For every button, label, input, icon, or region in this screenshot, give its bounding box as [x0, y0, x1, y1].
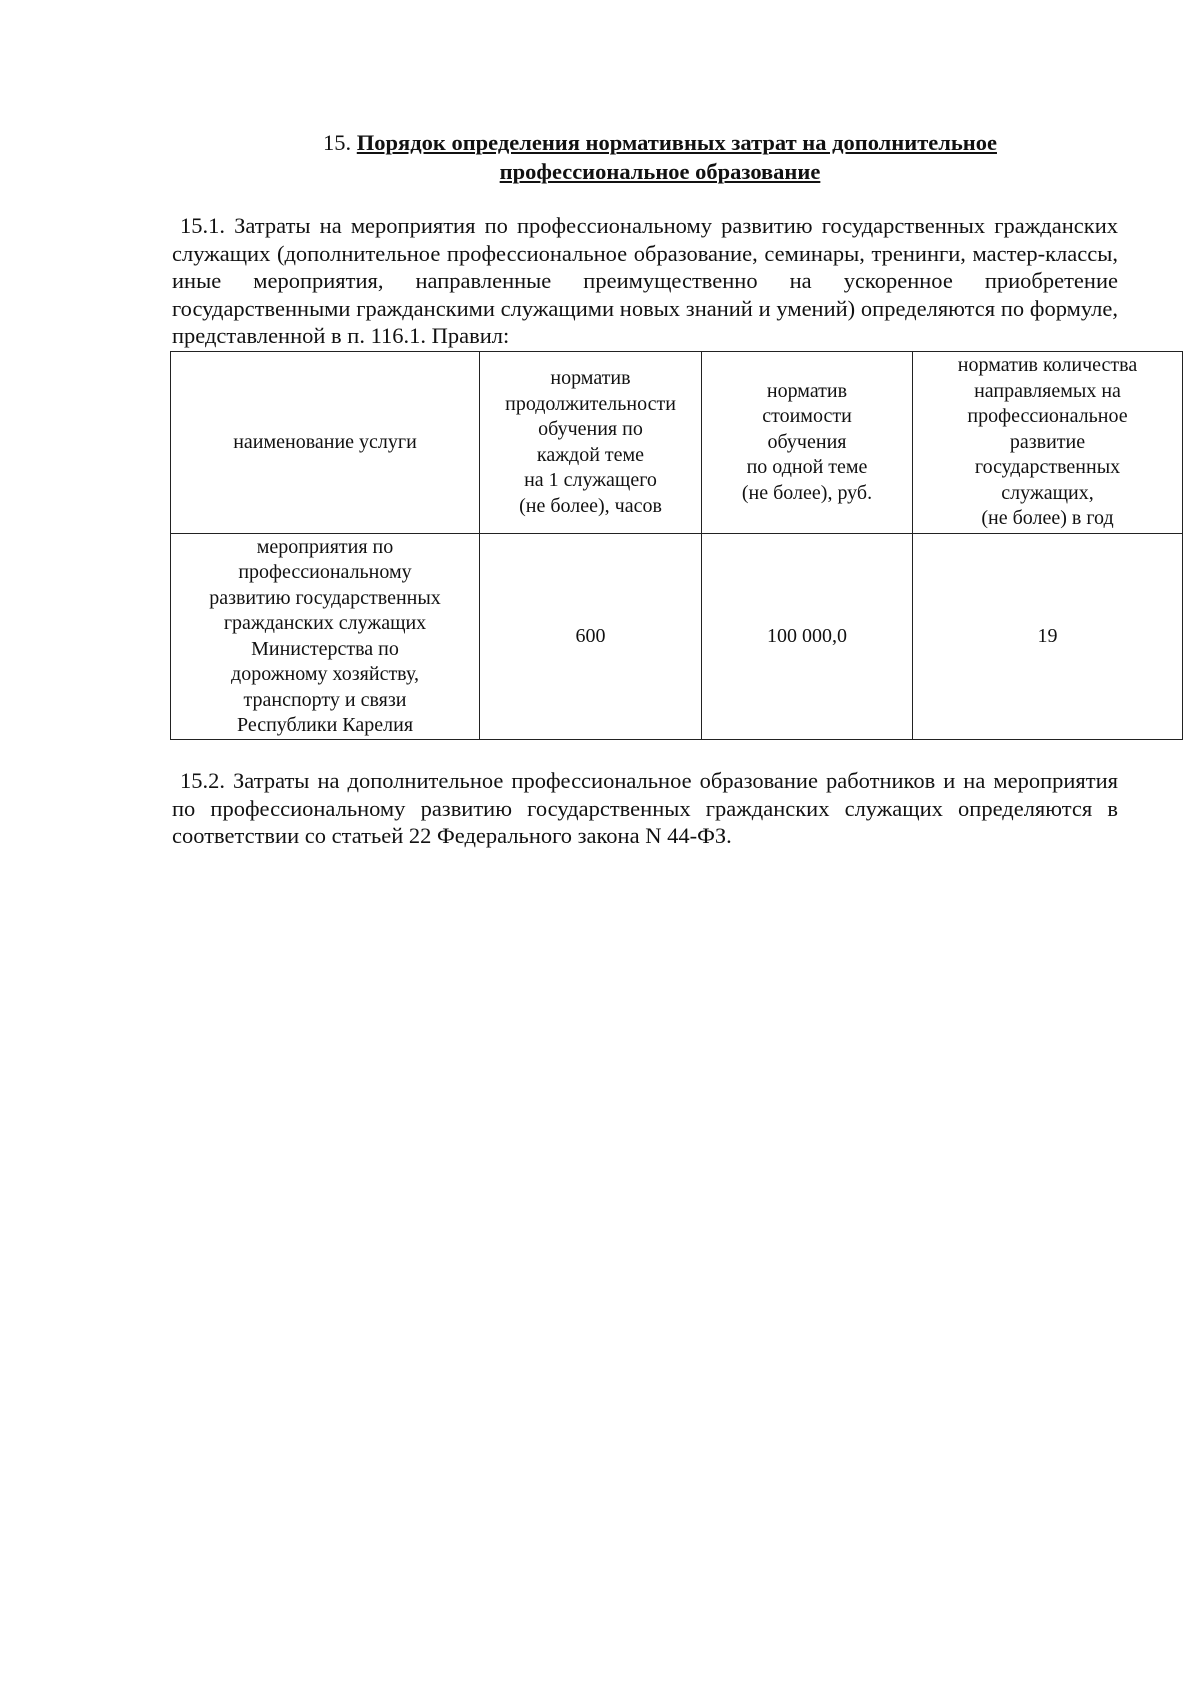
section-number: 15. [323, 130, 352, 155]
section-heading [175, 128, 1145, 186]
cell-duration: 600 [480, 534, 702, 740]
section-title-line-2: профессиональное образование [499, 159, 821, 184]
table-header-row [171, 352, 1183, 534]
header-quantity-norm: норматив количества направляемых на профессиональное развитие государственных служащих, (не более) в год [913, 352, 1183, 534]
norms-table [170, 351, 1183, 740]
paragraph-15-2: 15.2. Затраты на дополнительное профессиональное образование работников и на мероприятия по профессиональному развитию государственных гражданских служащих определяются в соответствии со статьей 22 Федерального закона N 44-ФЗ. [172, 768, 1118, 848]
cell-cost: 100 000,0 [702, 534, 913, 740]
cell-service-name: мероприятия по профессиональному развитию государственных гражданских служащих Министерства по дорожному хозяйству, транспорту и связи Республики Карелия [171, 534, 480, 740]
paragraph-15-1: 15.1. Затраты на мероприятия по профессиональному развитию государственных гражданских служащих (дополнительное профессиональное образование, семинары, тренинги, мастер-классы, иные мероприятия, направленные преимущественно на ускоренное приобретение государственными гражданскими служащими новых знаний и умений) определяются по формуле, представленной в п. 116.1. Правил: [172, 213, 1118, 348]
table-row [171, 534, 1183, 740]
cell-quantity: 19 [913, 534, 1183, 740]
header-service-name: наименование услуги [171, 352, 480, 534]
header-duration-norm: норматив продолжительности обучения по каждой теме на 1 служащего (не более), часов [480, 352, 702, 534]
header-cost-norm: норматив стоимости обучения по одной теме (не более), руб. [702, 352, 913, 534]
section-title-line-1: Порядок определения нормативных затрат на дополнительное [356, 130, 997, 155]
